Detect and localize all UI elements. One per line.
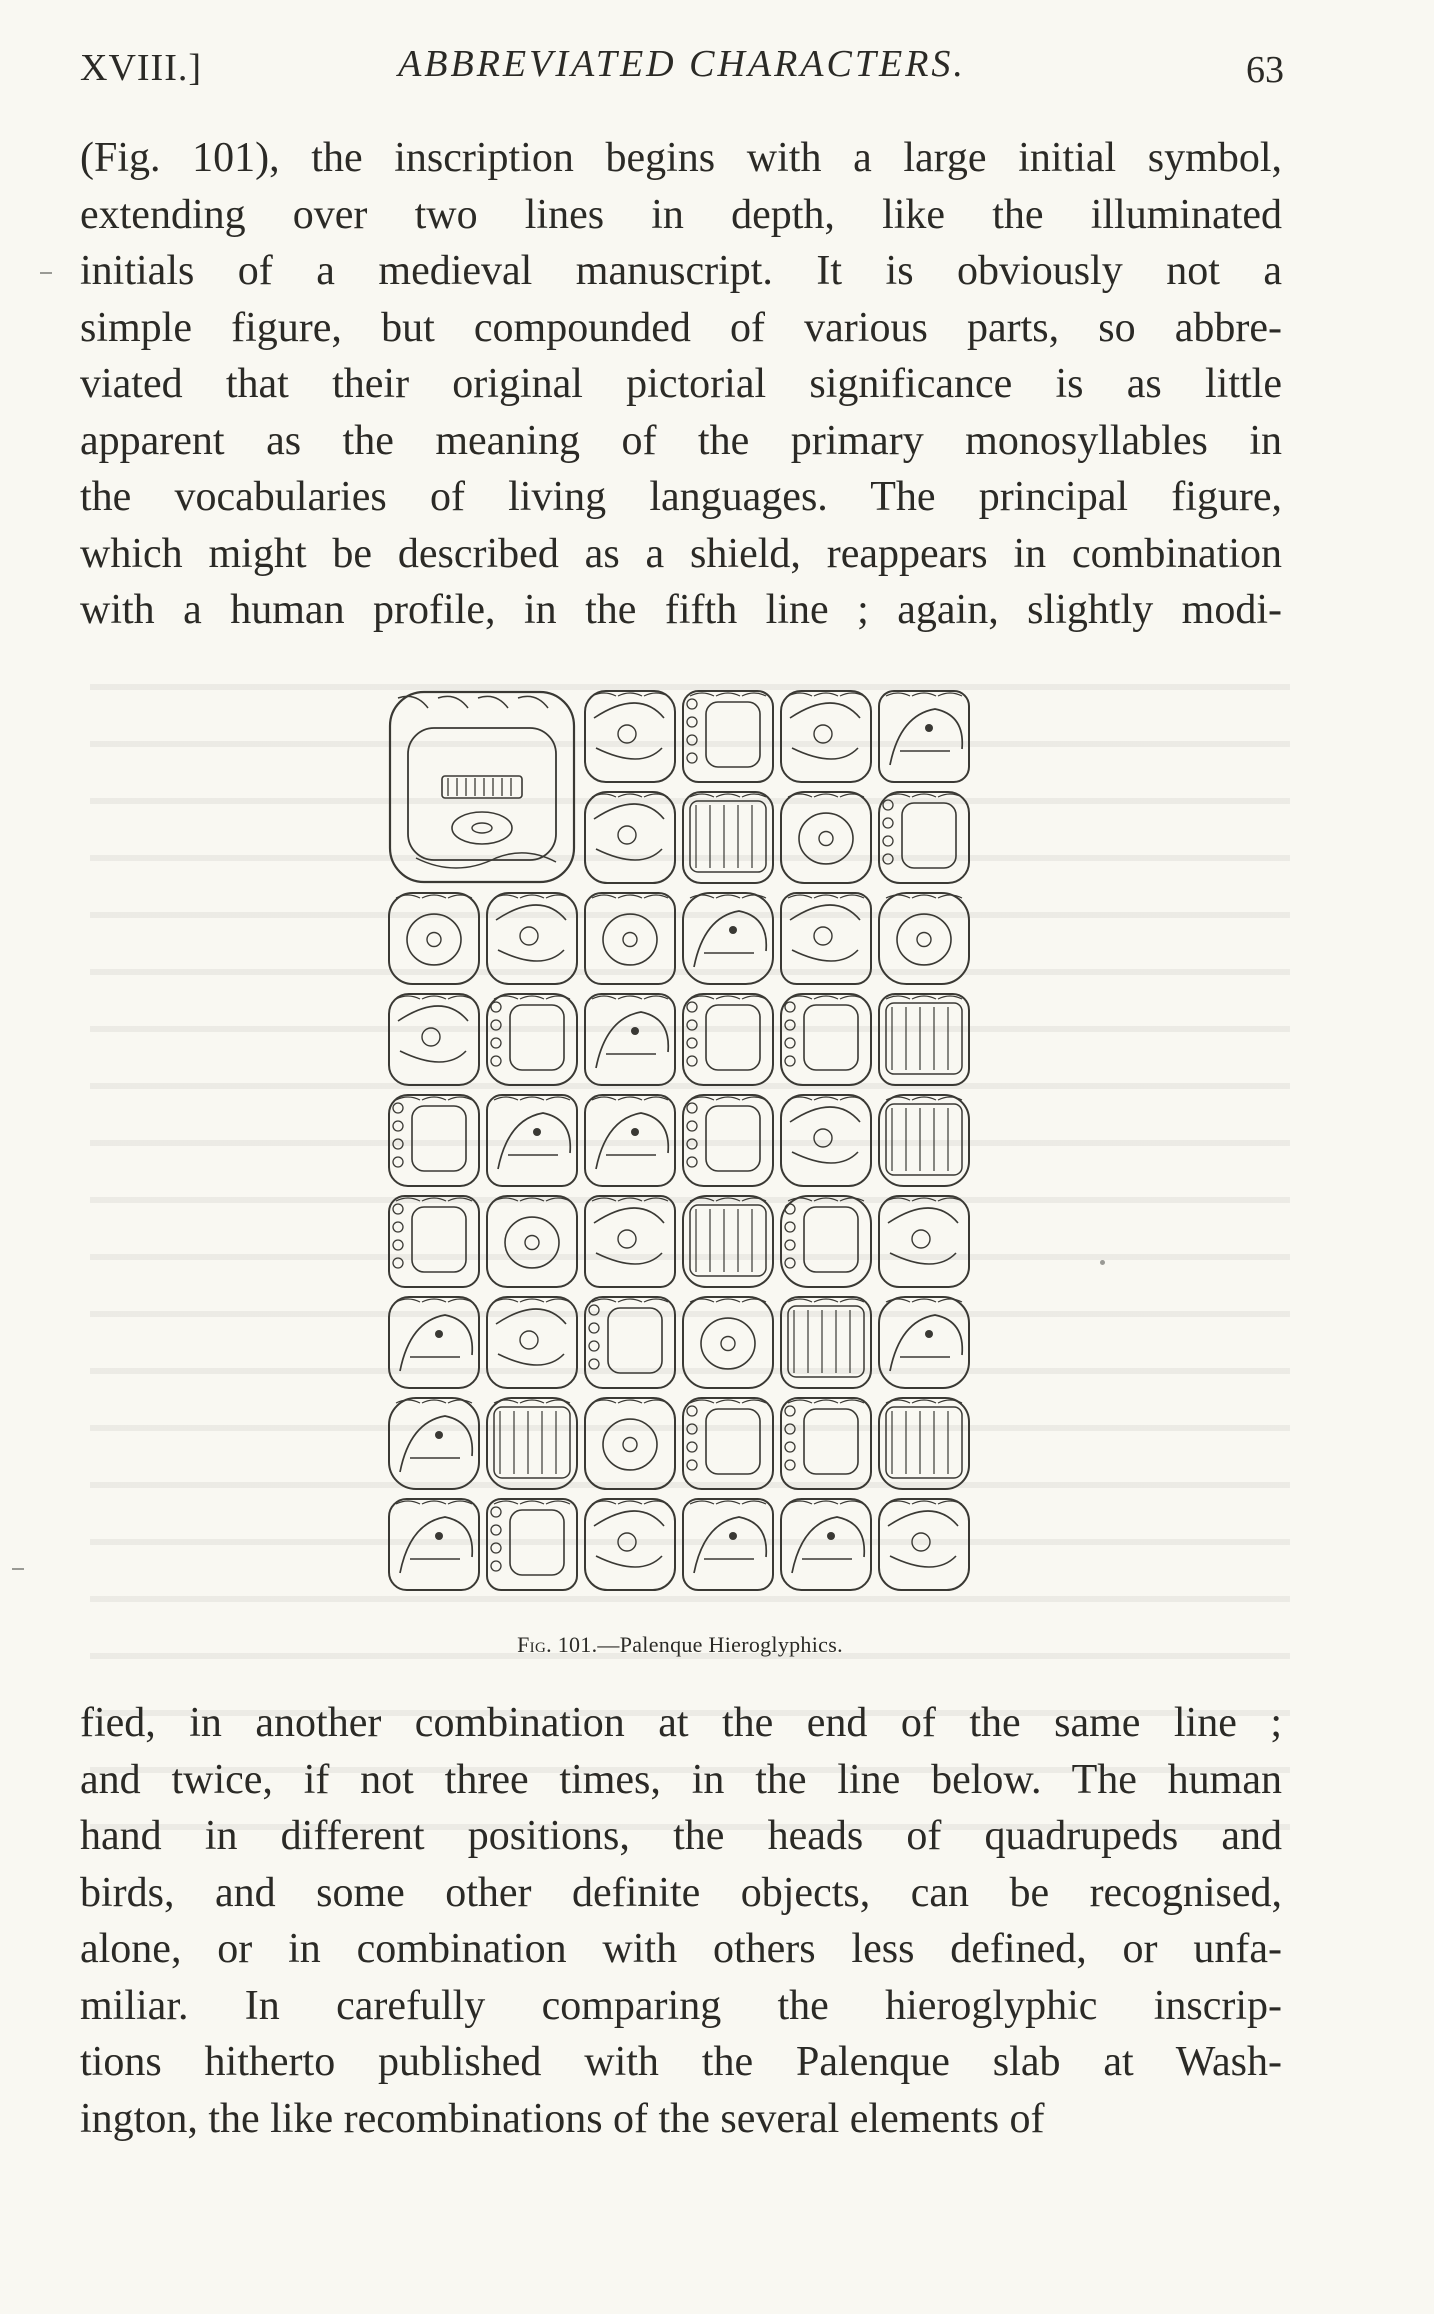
text-line: hand in different positions, the heads of quadrupeds and <box>80 1813 1282 1859</box>
caption-fig-label: Fig. <box>517 1632 552 1657</box>
hieroglyph-block <box>389 1297 479 1388</box>
text-line: (Fig. 101), the inscription begins with a large initial symbol, <box>80 135 1282 181</box>
hieroglyph-block <box>683 893 773 984</box>
text-line: extending over two lines in depth, like the illuminated <box>80 191 1282 238</box>
paragraph-bottom <box>80 1695 1282 2147</box>
glyph-illustration <box>380 680 980 1605</box>
running-title: ABBREVIATED CHARACTERS. <box>398 43 966 85</box>
text-line: the vocabularies of living languages. The principal figure, <box>80 474 1282 520</box>
hieroglyph-block <box>879 691 969 782</box>
hieroglyph-block <box>585 893 675 984</box>
hieroglyph-block <box>585 792 675 883</box>
hieroglyph-block <box>683 691 773 782</box>
chapter-marker: XVIII.] <box>80 47 203 89</box>
text-line: viated that their original pictorial significance is as little <box>80 361 1282 407</box>
text-line: tions hitherto published with the Palenque slab at Wash- <box>80 2039 1282 2085</box>
hieroglyph-block <box>389 1095 479 1186</box>
hieroglyph-block <box>781 1398 871 1489</box>
hieroglyph-block <box>487 1196 577 1287</box>
hieroglyph-block <box>487 1398 577 1489</box>
hieroglyph-block <box>879 1499 969 1590</box>
text-line: ington, the like recombinations of the several elements of <box>80 2095 1045 2142</box>
hieroglyph-block <box>389 893 479 984</box>
text-line: which might be described as a shield, reappears in combination <box>80 530 1282 577</box>
text-line: and twice, if not three times, in the line below. The human <box>80 1756 1282 1803</box>
hieroglyph-block <box>879 1095 969 1186</box>
paragraph-top <box>80 130 1282 639</box>
hieroglyph-block <box>683 1398 773 1489</box>
hieroglyph-block <box>781 1499 871 1590</box>
text-line: initials of a medieval manuscript. It is obviously not a <box>80 248 1282 294</box>
hieroglyph-block <box>879 994 969 1085</box>
hieroglyph-block <box>585 1398 675 1489</box>
margin-mark <box>12 1568 24 1570</box>
initial-glyph <box>390 692 574 882</box>
hieroglyph-block <box>487 994 577 1085</box>
hieroglyph-block <box>683 792 773 883</box>
hieroglyph-block <box>781 691 871 782</box>
text-line: alone, or in combination with others less defined, or unfa- <box>80 1926 1282 1972</box>
hieroglyph-block <box>585 691 675 782</box>
hieroglyph-block <box>879 893 969 984</box>
hieroglyph-block <box>683 994 773 1085</box>
hieroglyph-block <box>487 1095 577 1186</box>
hieroglyph-block <box>781 1196 871 1287</box>
hieroglyph-block <box>585 1095 675 1186</box>
hieroglyphics-figure <box>380 680 980 1605</box>
margin-mark <box>40 272 52 274</box>
hieroglyph-block <box>879 792 969 883</box>
hieroglyph-block <box>683 1499 773 1590</box>
text-line: apparent as the meaning of the primary monosyllables in <box>80 417 1282 464</box>
text-line: fied, in another combination at the end of the same line ; <box>80 1700 1282 1746</box>
text-line: birds, and some other definite objects, can be recognised, <box>80 1869 1282 1916</box>
hieroglyph-block <box>683 1095 773 1186</box>
hieroglyph-block <box>585 994 675 1085</box>
hieroglyph-block <box>781 1095 871 1186</box>
hieroglyph-block <box>879 1297 969 1388</box>
hieroglyph-block <box>585 1297 675 1388</box>
hieroglyph-block <box>487 1499 577 1590</box>
stray-dot <box>1100 1260 1105 1265</box>
hieroglyph-block <box>389 1196 479 1287</box>
text-line: miliar. In carefully comparing the hieroglyphic inscrip- <box>80 1982 1282 2029</box>
hieroglyph-block <box>879 1196 969 1287</box>
hieroglyph-block <box>389 994 479 1085</box>
hieroglyph-block <box>683 1196 773 1287</box>
hieroglyph-block <box>487 1297 577 1388</box>
page-number: 63 <box>1246 49 1284 91</box>
caption-text: 101.—Palenque Hieroglyphics. <box>551 1632 843 1657</box>
hieroglyph-block <box>585 1499 675 1590</box>
hieroglyph-block <box>683 1297 773 1388</box>
hieroglyph-block <box>389 1499 479 1590</box>
figure-caption <box>380 1632 980 1658</box>
running-header <box>80 42 1284 102</box>
hieroglyph-block <box>781 893 871 984</box>
hieroglyph-block <box>781 792 871 883</box>
hieroglyph-block <box>585 1196 675 1287</box>
hieroglyph-block <box>487 893 577 984</box>
text-line: simple figure, but compounded of various parts, so abbre- <box>80 304 1282 351</box>
hieroglyph-block <box>389 1398 479 1489</box>
hieroglyph-block <box>879 1398 969 1489</box>
text-line: with a human profile, in the fifth line ; again, slightly modi- <box>80 587 1282 633</box>
hieroglyph-block <box>781 1297 871 1388</box>
hieroglyph-block <box>781 994 871 1085</box>
